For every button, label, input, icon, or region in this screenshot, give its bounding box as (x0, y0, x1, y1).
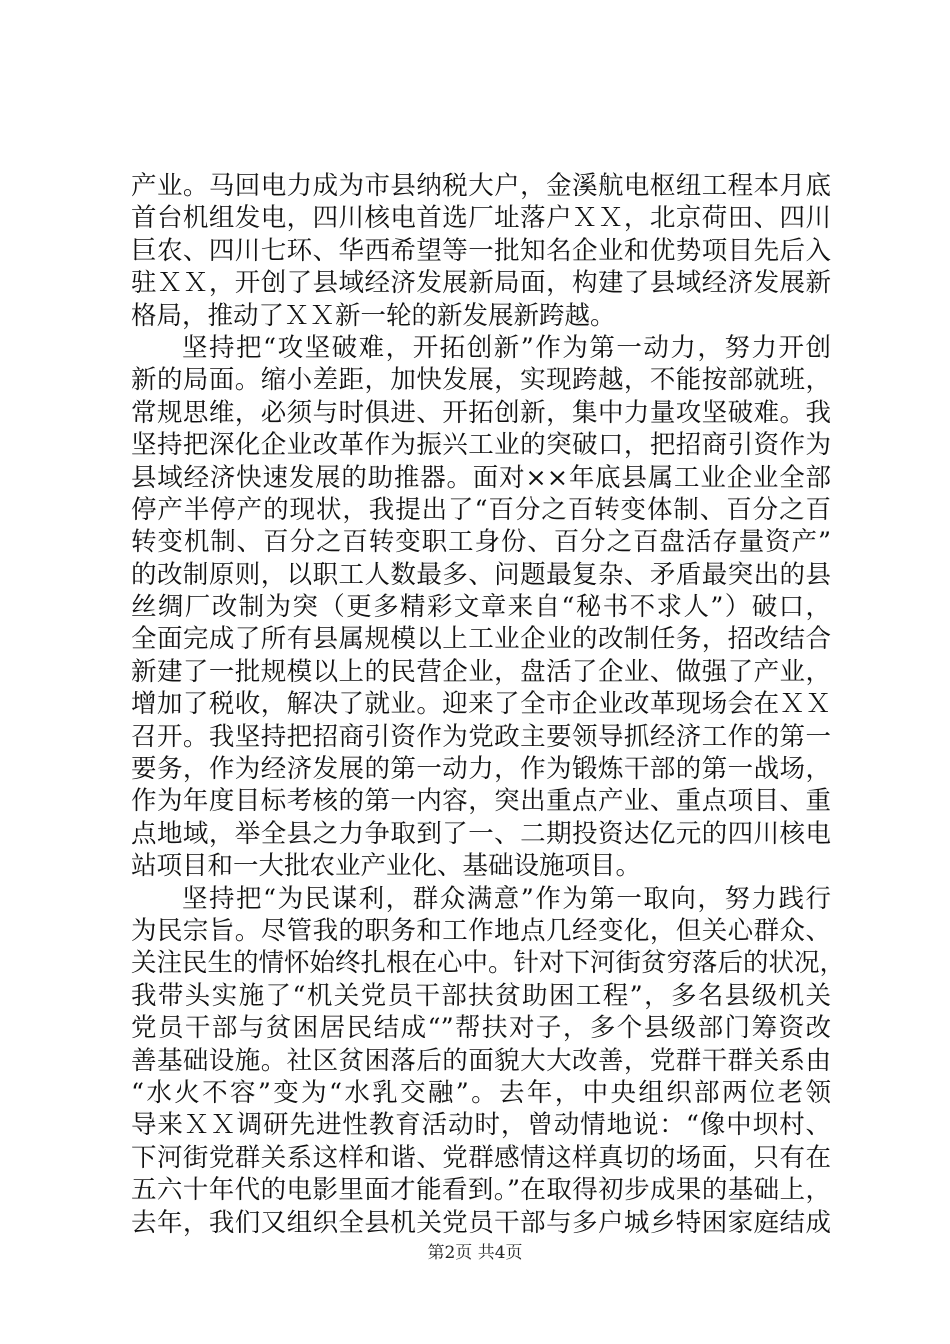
paragraph (131, 332, 831, 883)
text-line: 要务，作为经济发展的第一动力，作为锻炼干部的第一战场， (131, 754, 831, 785)
text-line: 召开。我坚持把招商引资作为党政主要领导抓经济工作的第一 (131, 721, 831, 752)
document-body (131, 170, 846, 1239)
page-number-footer: 第2页 共4页 (427, 1243, 523, 1263)
text-line: 党员干部与贫困居民结成“”帮扶对子，多个县级部门筹资改 (131, 1013, 831, 1044)
text-line: 去年，我们又组织全县机关党员干部与多户城乡特困家庭结成 (131, 1207, 831, 1238)
text-line: 巨农、四川七环、华西希望等一批知名企业和优势项目先后入 (131, 235, 831, 266)
text-line: 首台机组发电，四川核电首选厂址落户ＸＸ，北京荷田、四川 (131, 203, 831, 234)
text-line: 县域经济快速发展的助推器。面对××年底县属工业企业全部 (131, 462, 831, 493)
text-line: 产业。马回电力成为市县纳税大户，金溪航电枢纽工程本月底 (131, 171, 831, 201)
text-line: 为民宗旨。尽管我的职务和工作地点几经变化，但关心群众、 (131, 915, 831, 946)
text-line: 坚持把“攻坚破难，开拓创新”作为第一动力，努力开创 (182, 332, 831, 363)
text-line: 下河街党群关系这样和谐、党群感情这样真切的场面，只有在 (131, 1142, 831, 1173)
text-line: 新建了一批规模以上的民营企业，盘活了企业、做强了产业， (131, 656, 831, 687)
text-line: “水火不容”变为“水乳交融”。去年，中央组织部两位老领 (131, 1077, 831, 1108)
text-line: 常规思维，必须与时俱进、开拓创新，集中力量攻坚破难。我 (131, 397, 831, 428)
paragraph (131, 170, 831, 332)
text-line: 增加了税收，解决了就业。迎来了全市企业改革现场会在ＸＸ (131, 689, 831, 720)
text-line: 善基础设施。社区贫困落后的面貌大大改善，党群干群关系由 (131, 1045, 831, 1076)
text-line: 丝绸厂改制为突（更多精彩文章来自“秘书不求人”）破口， (131, 592, 831, 623)
text-line: 关注民生的情怀始终扎根在心中。针对下河街贫穷落后的状况， (131, 948, 846, 979)
text-line: 坚持把深化企业改革作为振兴工业的突破口，把招商引资作为 (131, 430, 831, 461)
text-line: 全面完成了所有县属规模以上工业企业的改制任务，招改结合 (131, 624, 831, 655)
text-line: 站项目和一大批农业产业化、基础设施项目。 (131, 851, 642, 882)
text-line: 新的局面。缩小差距，加快发展，实现跨越，不能按部就班， (131, 365, 831, 396)
text-line: 作为年度目标考核的第一内容，突出重点产业、重点项目、重 (131, 786, 831, 817)
text-line: 点地域，举全县之力争取到了一、二期投资达亿元的四川核电 (131, 818, 831, 849)
text-line: 导来ＸＸ调研先进性教育活动时，曾动情地说：“像中坝村、 (131, 1110, 831, 1141)
text-line: 格局，推动了ＸＸ新一轮的新发展新跨越。 (131, 300, 616, 331)
text-line: 停产半停产的现状，我提出了“百分之百转变体制、百分之百 (131, 494, 831, 525)
text-line: 五六十年代的电影里面才能看到。”在取得初步成果的基础上， (131, 1175, 831, 1206)
paragraph (131, 883, 846, 1239)
text-line: 坚持把“为民谋利，群众满意”作为第一取向，努力践行 (182, 883, 831, 914)
text-line: 转变机制、百分之百转变职工身份、百分之百盘活存量资产” (131, 527, 831, 558)
text-line: 驻ＸＸ，开创了县域经济发展新局面，构建了县域经济发展新 (131, 268, 831, 299)
text-line: 我带头实施了“机关党员干部扶贫助困工程”，多名县级机关 (131, 980, 831, 1011)
text-line: 的改制原则，以职工人数最多、问题最复杂、矛盾最突出的县 (131, 559, 831, 590)
